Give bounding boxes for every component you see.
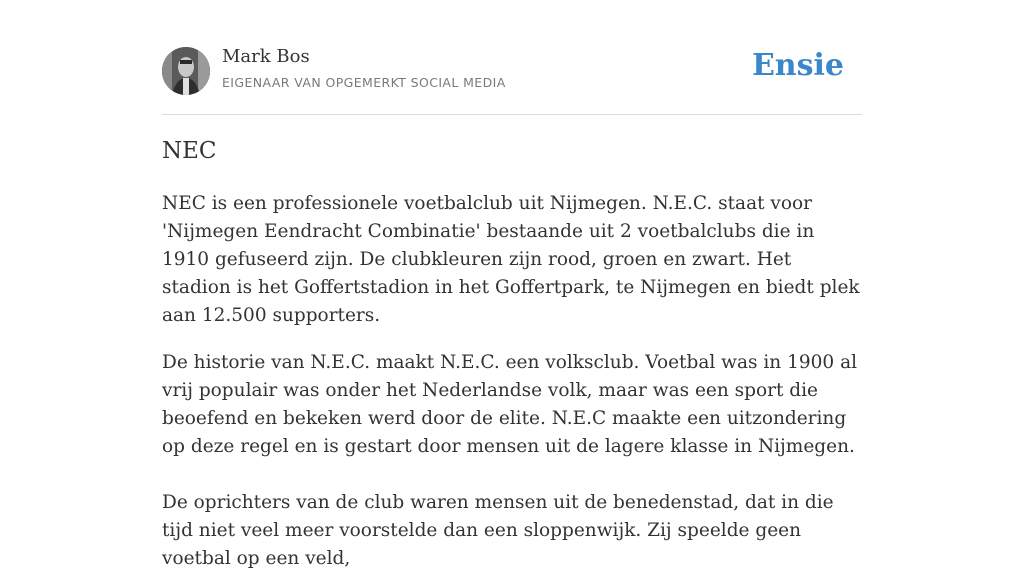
article-body: [162, 190, 862, 573]
author-name[interactable]: Mark Bos: [222, 46, 310, 67]
author-avatar[interactable]: [162, 47, 210, 95]
article-paragraph: De oprichters van de club waren mensen uit de benedenstad, dat in die tijd niet veel meer voorstelde dan een sloppenwijk. Zij speelde geen voetbal op een veld,: [162, 492, 834, 569]
article-paragraph: De historie van N.E.C. maakt N.E.C. een volksclub. Voetbal was in 1900 al vrij populair was onder het Nederlandse volk, maar was een sport die beoefend en bekeken werd door de elite. N.E.C maakte een uitzondering op deze regel en is gestart door mensen uit de lagere klasse in Nijmegen.: [162, 352, 858, 457]
article-title: NEC: [162, 138, 217, 164]
avatar-photo: [162, 47, 210, 95]
article-paragraph: NEC is een professionele voetbalclub uit Nijmegen. N.E.C. staat voor 'Nijmegen Eendracht Combinatie' bestaande uit 2 voetbalclubs die in 1910 gefuseerd zijn. De clubkleuren zijn rood, groen en zwart. Het stadion is het Goffertstadion in het Goffertpark, te Nijmegen en biedt plek aan 12.500 supporters.: [162, 193, 860, 326]
author-title: EIGENAAR VAN OPGEMERKT SOCIAL MEDIA: [222, 75, 506, 90]
page-header: [162, 0, 862, 115]
ensie-logo[interactable]: Ensie: [751, 48, 844, 83]
